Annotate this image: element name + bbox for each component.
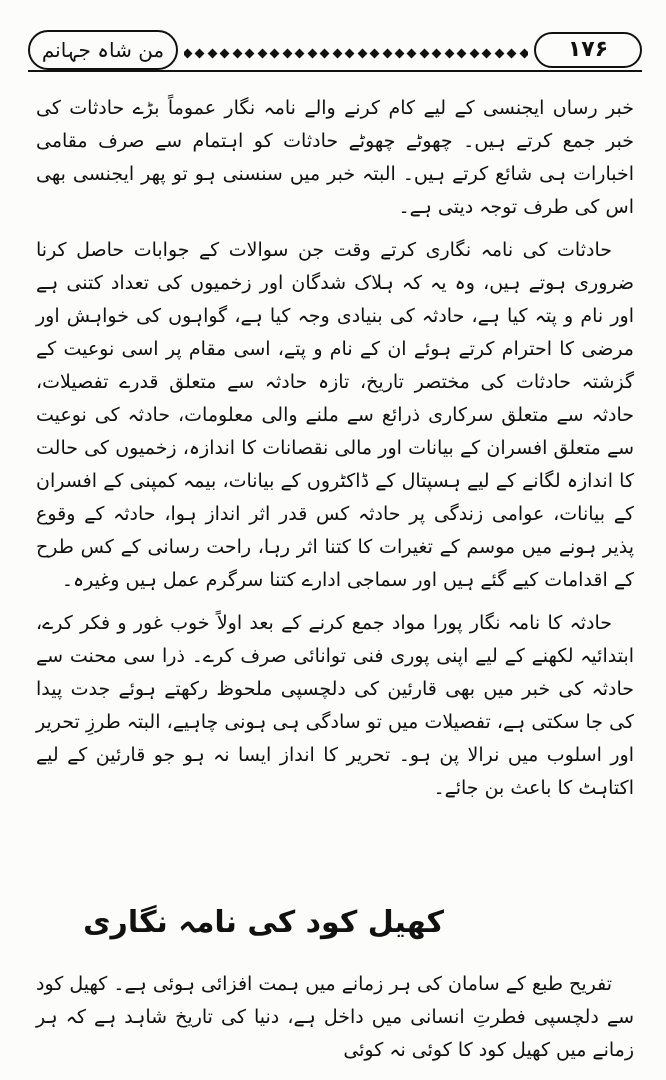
section-text — [36, 968, 634, 1067]
header-rule — [28, 70, 642, 72]
paragraph: خبر رساں ایجنسی کے لیے کام کرنے والے نامہ نگار عموماً بڑے حادثات کی خبر جمع کرتے ہیں۔ چھوٹے چھوٹے حادثات کو اہتمام سے صرف مقامی اخبارات ہی شائع کرتے ہیں۔ البتہ خبر میں سنسنی ہو تو پھر ایجنسی بھی اس کی طرف توجہ دیتی ہے۔ — [36, 97, 634, 218]
running-title: من شاہ جہانم — [28, 30, 178, 70]
paragraph: حادثہ کا نامہ نگار پورا مواد جمع کرنے کے بعد اولاً خوب غور و فکر کرے، ابتدائیہ لکھنے کے لیے اپنی پوری فنی توانائی صرف کرے۔ ذرا سی محنت سے حادثہ کی خبر میں بھی قارئین کی دلچسپی ملحوظ رکھتے ہوئے جدت پیدا کی جا سکتی ہے، تفصیلات میں تو سادگی ہی ہونی چاہیے، البتہ طرزِ تحریر اور اسلوب میں نرالا پن ہو۔ تحریر کا انداز ایسا نہ ہو جو قارئین کے لیے اکتاہٹ کا باعث بن جائے۔ — [36, 612, 634, 799]
page-header — [28, 30, 642, 74]
paragraph: حادثات کی نامہ نگاری کرتے وقت جن سوالات کے جوابات حاصل کرنا ضروری ہوتے ہیں، وہ یہ کہ ہلاک شدگان اور زخمیوں کی تعداد کتنی ہے اور نام و پتہ کیا ہے، حادثہ کی بنیادی وجہ کیا ہے، گواہوں کی خواہش اور مرضی کا احترام کرتے ہوئے ان کے نام و پتے، اسی مقام پر اسی نوعیت کے گزشتہ حادثات کی مختصر تاریخ، تازہ حادثہ سے متعلق قدرے تفصیلات، حادثہ سے متعلق سرکاری ذرائع سے ملنے والی معلومات، حادثہ کی نوعیت سے متعلق افسران کے بیانات اور مالی نقصانات کا اندازہ، زخمیوں کی حالت کا اندازہ لگانے کے لیے ہسپتال کے ڈاکٹروں کے بیانات، بیمہ کمپنی کے افسران کے بیانات، عوامی زندگی پر حادثہ کس قدر اثر انداز ہوا، حادثہ کے وقوع پذیر ہونے میں موسم کے تغیرات کا کتنا اثر رہا، راحت رسانی کے کس طرح کے اقدامات کیے گئے ہیں اور سماجی ادارے کتنا سرگرم عمل ہیں وغیرہ۔ — [36, 239, 634, 591]
section-heading: کھیل کود کی نامہ نگاری — [83, 905, 444, 940]
main-text — [36, 92, 634, 805]
header-ornament — [184, 42, 528, 64]
paragraph: تفریح طبع کے سامان کی ہر زمانے میں ہمت افزائی ہوئی ہے۔ کھیل کود سے دلچسپی فطرتِ انسانی میں داخل ہے، دنیا کی تاریخ شاہد ہے کہ ہر زمانے میں کھیل کود کا کوئی نہ کوئی — [36, 973, 634, 1061]
page-number: ۱۷۶ — [534, 32, 642, 68]
